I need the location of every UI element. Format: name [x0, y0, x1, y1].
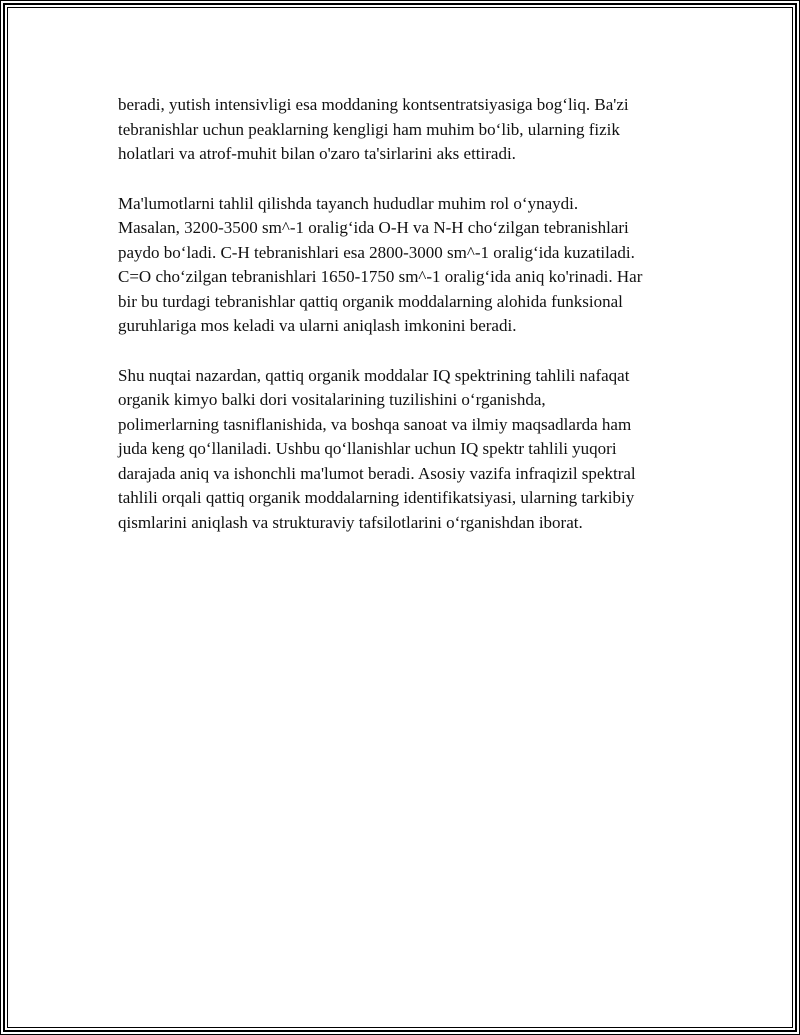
text-line: Shu nuqtai nazardan, qattiq organik moddalar IQ spektrining tahlili nafaqat	[118, 365, 630, 385]
paragraph-3	[118, 364, 693, 536]
text-line: organik kimyo balki dori vositalarining tuzilishini o‘rganishda,	[118, 390, 546, 409]
text-line: juda keng qo‘llaniladi. Ushbu qo‘llanishlar uchun IQ spektr tahlili yuqori	[118, 439, 617, 458]
text-line: qismlarini aniqlash va strukturaviy tafsilotlarini o‘rganishdan iborat.	[118, 512, 583, 532]
text-line: bir bu turdagi tebranishlar qattiq organik moddalarning alohida funksional	[118, 291, 623, 311]
paragraph-2	[118, 192, 693, 339]
text-line: darajada aniq va ishonchli ma'lumot beradi. Asosiy vazifa infraqizil spektral	[118, 463, 636, 483]
text-line: holatlari va atrof-muhit bilan o'zaro ta'sirlarini aks ettiradi.	[118, 144, 516, 163]
text-line: polimerlarning tasniflanishida, va boshqa sanoat va ilmiy maqsadlarda ham	[118, 414, 632, 434]
text-line: beradi, yutish intensivligi esa moddaning kontsentratsiyasiga bog‘liq. Ba'zi	[118, 95, 629, 114]
text-line: Masalan, 3200-3500 sm^-1 oralig‘ida O-H va N-H cho‘zilgan tebranishlari	[118, 218, 629, 237]
paragraph-1	[118, 93, 693, 167]
text-line: C=O cho‘zilgan tebranishlari 1650-1750 sm^-1 oralig‘ida aniq ko'rinadi. Har	[118, 267, 643, 286]
text-line: paydo bo‘ladi. C-H tebranishlari esa 2800-3000 sm^-1 oralig‘ida kuzatiladi.	[118, 242, 635, 262]
text-line: tebranishlar uchun peaklarning kengligi ham muhim bo‘lib, ularning fizik	[118, 119, 620, 139]
text-line: guruhlariga mos keladi va ularni aniqlash imkonini beradi.	[118, 316, 517, 335]
document-body	[118, 93, 693, 560]
text-line: tahlili orqali qattiq organik moddalarning identifikatsiyasi, ularning tarkibiy	[118, 488, 635, 507]
text-line: Ma'lumotlarni tahlil qilishda tayanch hududlar muhim rol o‘ynaydi.	[118, 193, 579, 213]
